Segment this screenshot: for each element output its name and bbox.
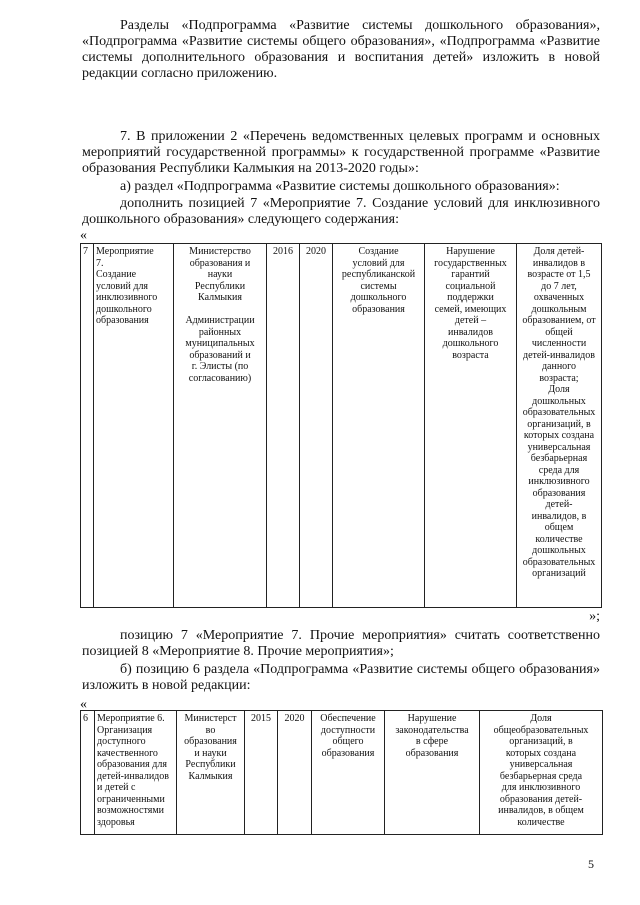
cell-executor: Министерст во образования и науки Республики Калмыкия: [177, 711, 245, 835]
cell-end-year: 2020: [300, 244, 333, 608]
cell-measure-name: Мероприятие 7. Создание условий для инклюзивного дошкольного образования: [94, 244, 174, 608]
open-quote: «: [80, 228, 87, 243]
page-number: 5: [588, 857, 594, 871]
cell-indicator: Доля общеобразовательных организаций, в которых создана универсальная безбарьерная среда для инклюзивного образования детей- инвалидов, в общем количестве: [480, 711, 603, 835]
open-quote-2: «: [80, 697, 87, 712]
paragraph-sections-renamed: Разделы «Подпрограмма «Развитие системы дошкольного образования», «Подпрограмма «Развитие системы общего образования», «Подпрограмма «Развитие системы дополнительного образования и воспитания детей» изложить в новой редакции согласно приложению.: [82, 18, 600, 81]
paragraph-add-position-7: дополнить позицией 7 «Мероприятие 7. Создание условий для инклюзивного дошкольного образования» следующего содержания:: [82, 196, 600, 227]
paragraph-section-b: б) позицию 6 раздела «Подпрограмма «Развитие системы общего образования» изложить в новой редакции:: [82, 662, 600, 693]
cell-number: 7: [81, 244, 94, 608]
cell-measure-name: Мероприятие 6. Организация доступного качественного образования для детей-инвалидов и детей с ограниченными возможностями здоровья: [95, 711, 177, 835]
cell-consequence: Нарушение государственных гарантий социальной поддержки семей, имеющих детей – инвалидов дошкольного возраста: [425, 244, 517, 608]
cell-end-year: 2020: [278, 711, 312, 835]
cell-start-year: 2016: [267, 244, 300, 608]
close-quote: »;: [589, 609, 600, 624]
cell-consequence: Нарушение законодательства в сфере образования: [385, 711, 480, 835]
table-row: [81, 711, 603, 835]
cell-start-year: 2015: [245, 711, 278, 835]
cell-number: 6: [81, 711, 95, 835]
table-row: [81, 244, 602, 608]
cell-executor: Министерство образования и науки Республики Калмыкия Администрации районных муниципальных образований и г. Элисты (по согласованию): [174, 244, 267, 608]
paragraph-renumber-position: позицию 7 «Мероприятие 7. Прочие мероприятия» считать соответственно позицией 8 «Мероприятие 8. Прочие мероприятия»;: [82, 628, 600, 659]
paragraph-section-a: а) раздел «Подпрограмма «Развитие системы дошкольного образования»:: [120, 179, 560, 194]
cell-expected-result: Создание условий для республиканской системы дошкольного образования: [333, 244, 425, 608]
table-position-6: [80, 710, 603, 835]
table-position-7: [80, 243, 602, 608]
cell-indicator: Доля детей- инвалидов в возрасте от 1,5 до 7 лет, охваченных дошкольным образованием, от общей численности детей-инвалидов данного возраста; Доля дошкольных образовательных организаций, в которых создана универсальная безбарьерная среда для инклюзивного образования детей- инвалидов, в общем количестве дошкольных образовательных организаций: [517, 244, 602, 608]
paragraph-appendix-2: 7. В приложении 2 «Перечень ведомственных целевых программ и основных мероприятий государственной программы» к государственной программе «Развитие образования Республики Калмыкия на 2013-2020 годы»:: [82, 129, 600, 176]
cell-expected-result: Обеспечение доступности общего образования: [312, 711, 385, 835]
